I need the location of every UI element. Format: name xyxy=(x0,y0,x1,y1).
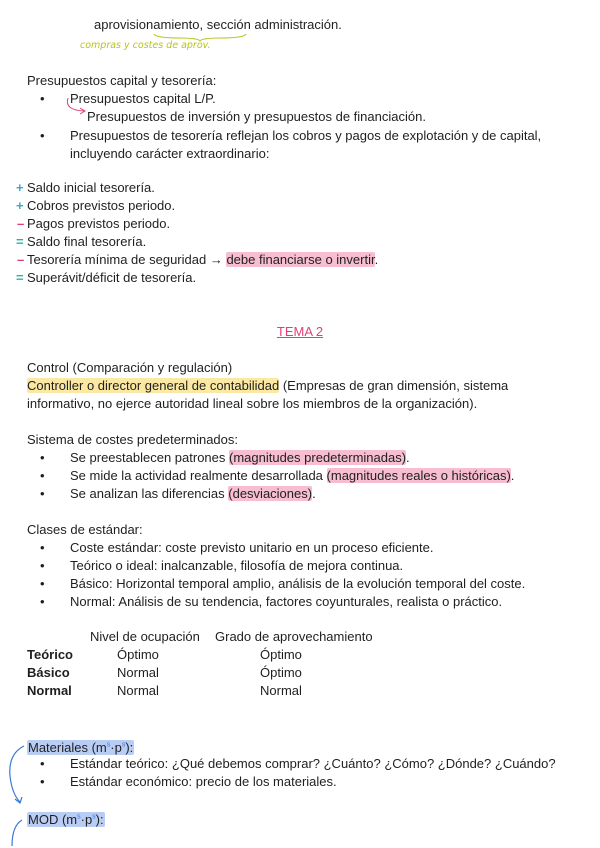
bullet-icon: • xyxy=(40,576,45,591)
bullet-icon: • xyxy=(40,128,45,143)
table-cell: Óptimo xyxy=(260,665,302,680)
bullet-icon: • xyxy=(40,486,45,501)
tesoreria-item: Saldo final tesorería. xyxy=(27,234,147,249)
presupuestos-heading: Presupuestos capital y tesorería: xyxy=(27,73,217,88)
highlight-text: (magnitudes predeterminadas) xyxy=(229,450,407,465)
sistema-bullet-3: Se analizan las diferencias (desviaciones). xyxy=(70,486,316,501)
table-cell: Normal xyxy=(117,665,159,680)
table-cell: Óptimo xyxy=(117,647,159,662)
top-line: aprovisionamiento, sección administración. xyxy=(94,17,342,32)
materiales-bullet-2: Estándar económico: precio de los materiales. xyxy=(70,774,337,789)
handwritten-annotation: compras y costes de aprov. xyxy=(80,40,211,51)
materiales-heading: Materiales $(m^s\cdot p^s)$: xyxy=(28,740,134,756)
presupuestos-bullet-1: Presupuestos capital L/P. xyxy=(70,91,216,106)
materiales-bullet-1: Estándar teórico: ¿Qué debemos comprar? ¿Cuánto? ¿Cómo? ¿Dónde? ¿Cuándo? xyxy=(70,756,556,771)
clases-item: Coste estándar: coste previsto unitario en un proceso eficiente. xyxy=(70,540,434,555)
control-line-2: Controller o director general de contabilidad (Empresas de gran dimensión, sistema xyxy=(27,378,509,393)
sistema-bullet-2: Se mide la actividad realmente desarrollada (magnitudes reales o históricas). xyxy=(70,468,515,483)
tesoreria-item: Cobros previstos periodo. xyxy=(27,198,176,213)
tesoreria-item: Superávit/déficit de tesorería. xyxy=(27,270,197,285)
bullet-icon: • xyxy=(40,540,45,555)
tesoreria-item: Saldo inicial tesorería. xyxy=(27,180,155,195)
minus-sign: – xyxy=(17,216,25,231)
table-row-label: Normal xyxy=(27,683,72,698)
bullet-icon: • xyxy=(40,450,45,465)
arrow-icon xyxy=(62,96,90,118)
highlight-text: (magnitudes reales o históricas) xyxy=(326,468,511,483)
tesoreria-item: Tesorería mínima de seguridad → debe financiarse o invertir. xyxy=(27,252,379,267)
table-row-label: Básico xyxy=(27,665,70,680)
presupuestos-bullet-2-line2: incluyendo carácter extraordinario: xyxy=(70,146,270,161)
highlight-text: (desviaciones) xyxy=(228,486,313,501)
bullet-icon: • xyxy=(40,91,45,106)
table-cell: Óptimo xyxy=(260,647,302,662)
table-header-ocupacion: Nivel de ocupación xyxy=(90,629,200,644)
equals-sign: = xyxy=(16,270,24,285)
mod-heading: MOD $(m^s\cdot p^s)$: xyxy=(28,812,104,828)
bullet-icon: • xyxy=(40,594,45,609)
equals-sign: = xyxy=(16,234,24,249)
clases-item: Teórico o ideal: inalcanzable, filosofía de mejora continua. xyxy=(70,558,404,573)
presupuestos-bullet-2-line1: Presupuestos de tesorería reflejan los cobros y pagos de explotación y de capital, xyxy=(70,128,542,143)
tesoreria-item: Pagos previstos periodo. xyxy=(27,216,171,231)
curved-line-icon xyxy=(6,818,26,848)
clases-item: Básico: Horizontal temporal amplio, análisis de la evolución temporal del coste. xyxy=(70,576,526,591)
highlight-text: debe financiarse o invertir xyxy=(226,252,375,267)
plus-sign: + xyxy=(16,180,24,195)
sistema-bullet-1: Se preestablecen patrones (magnitudes predeterminadas). xyxy=(70,450,410,465)
bullet-icon: • xyxy=(40,774,45,789)
bullet-icon: • xyxy=(40,756,45,771)
control-line-3: informativo, no ejerce autoridad lineal sobre los miembros de la organización). xyxy=(27,396,478,411)
sistema-heading: Sistema de costes predeterminados: xyxy=(27,432,238,447)
bullet-icon: • xyxy=(40,558,45,573)
presupuestos-sub: Presupuestos de inversión y presupuestos de financiación. xyxy=(87,109,426,124)
plus-sign: + xyxy=(16,198,24,213)
clases-item: Normal: Análisis de su tendencia, factores coyunturales, realista o práctico. xyxy=(70,594,503,609)
clases-heading: Clases de estándar: xyxy=(27,522,143,537)
minus-sign: – xyxy=(17,252,25,267)
table-cell: Normal xyxy=(117,683,159,698)
section-title: TEMA 2 xyxy=(276,324,324,339)
control-line-1: Control (Comparación y regulación) xyxy=(27,360,233,375)
highlight-text: Controller o director general de contabilidad xyxy=(27,378,280,393)
table-cell: Normal xyxy=(260,683,302,698)
table-header-aprovechamiento: Grado de aprovechamiento xyxy=(215,629,373,644)
bullet-icon: • xyxy=(40,468,45,483)
table-row-label: Teórico xyxy=(27,647,73,662)
